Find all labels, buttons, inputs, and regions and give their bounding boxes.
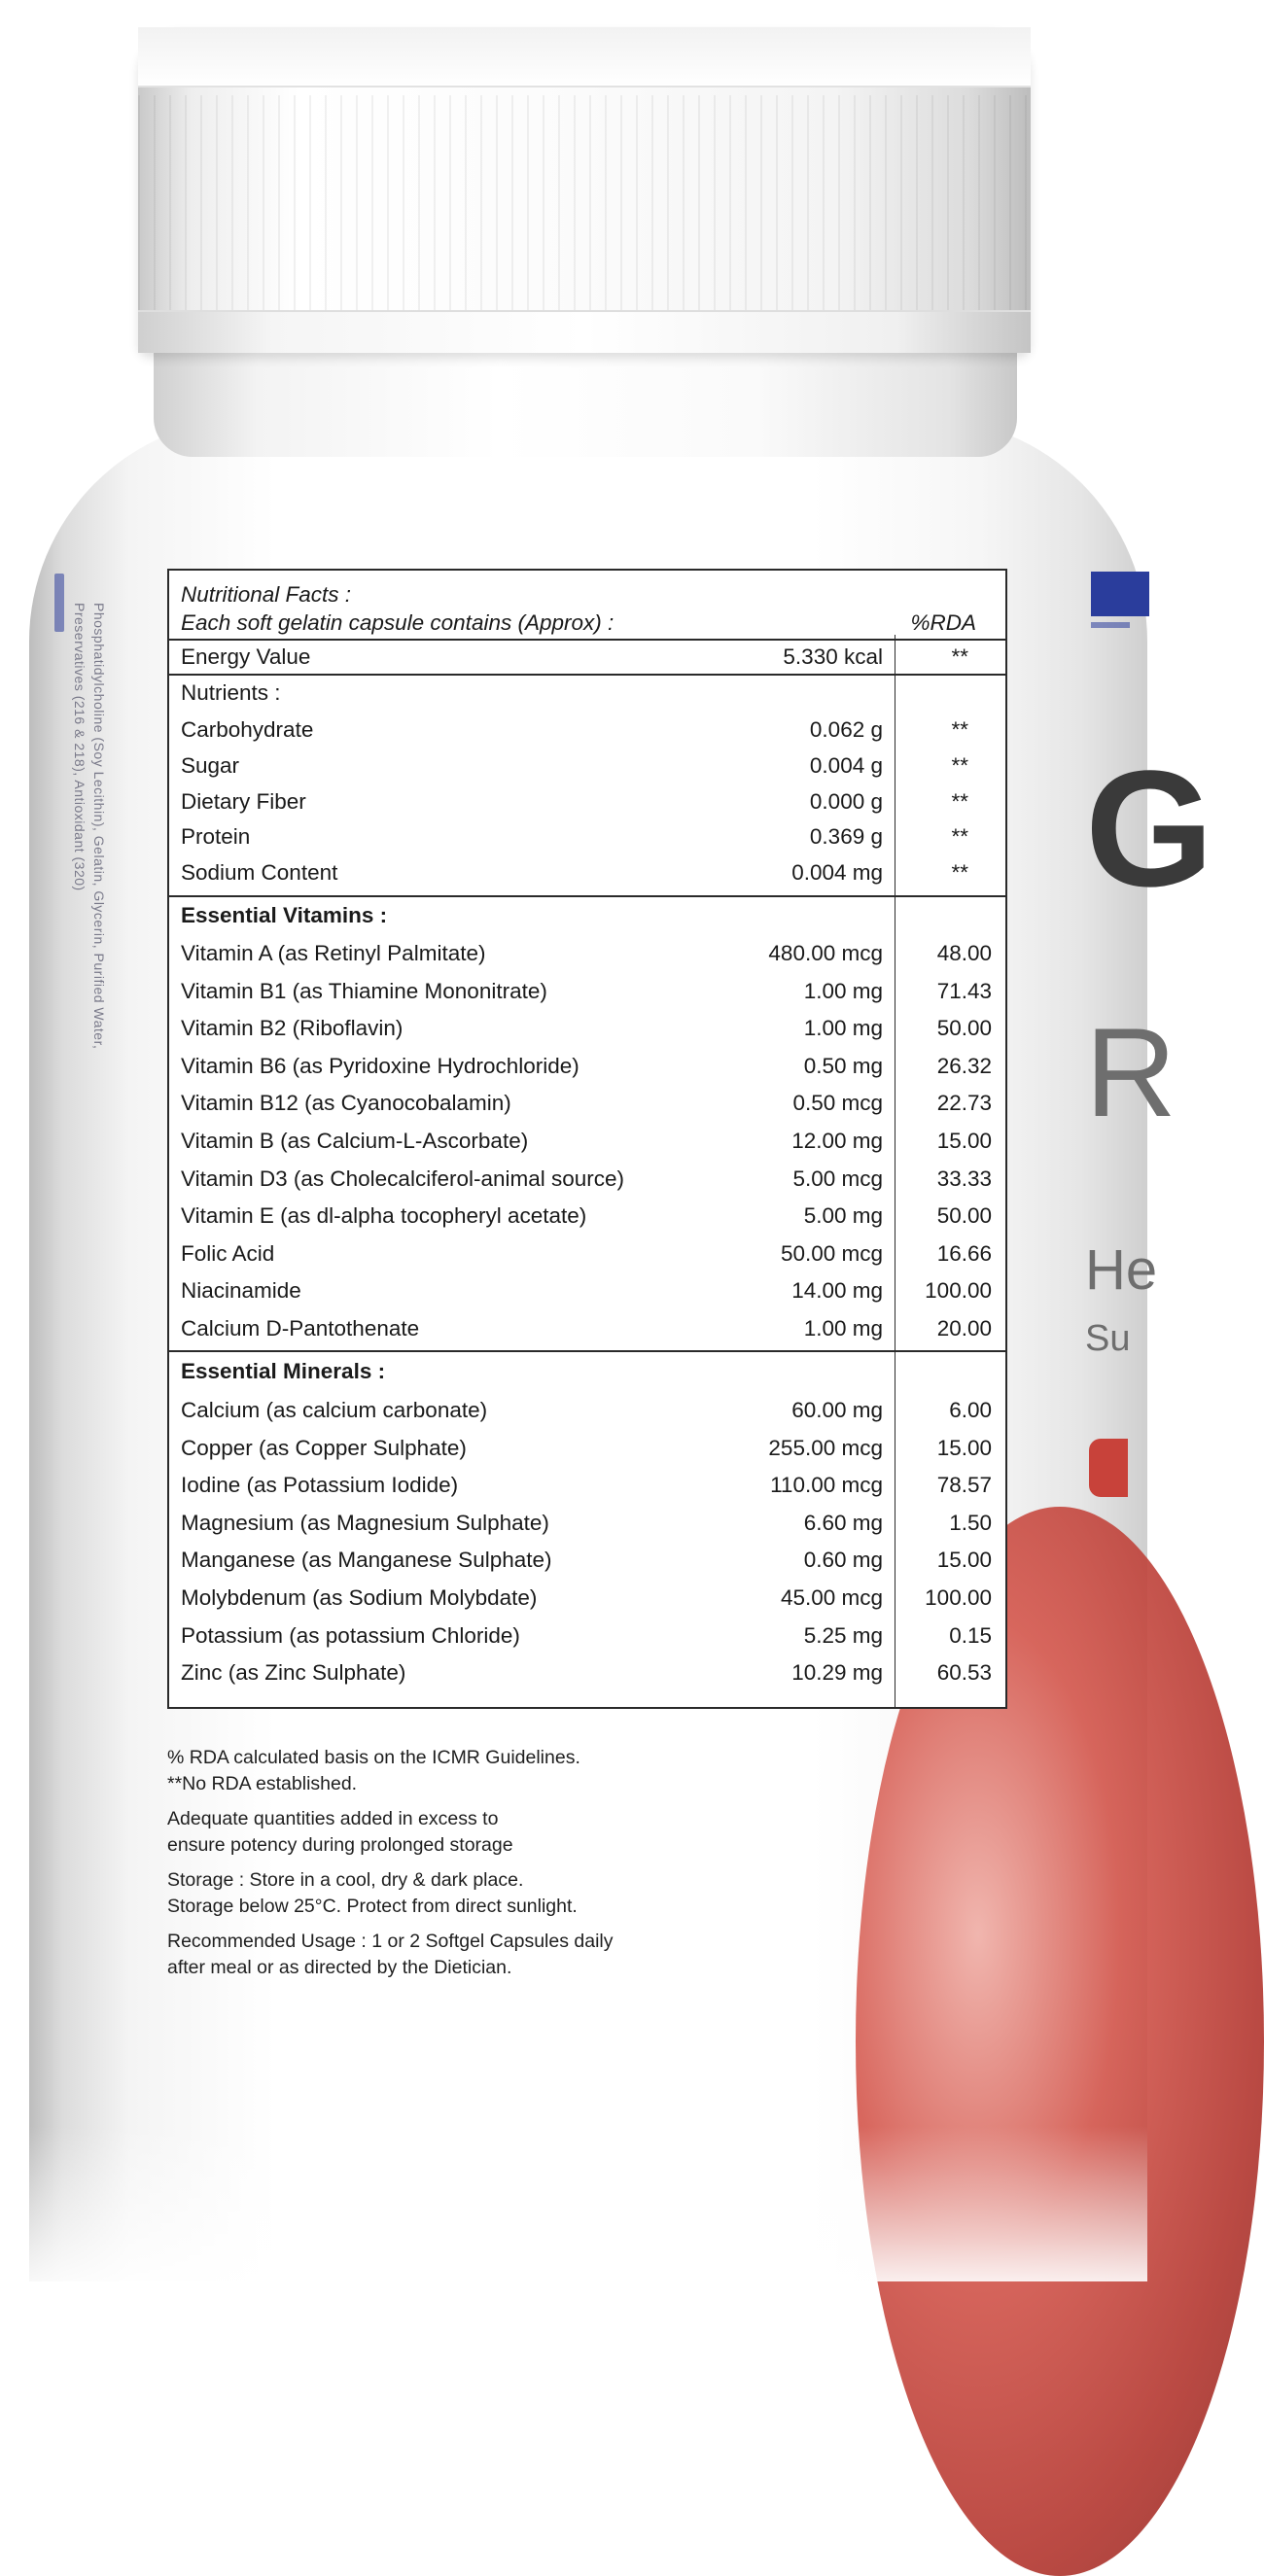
bottle-bottom-fade bbox=[29, 2126, 1147, 2281]
storage-note: Storage : Store in a cool, dry & dark place. bbox=[167, 1869, 524, 1892]
cap-rim bbox=[138, 310, 1031, 353]
rda-note: % RDA calculated basis on the ICMR Guidelines. bbox=[167, 1747, 580, 1768]
row-rda: 20.00 bbox=[936, 1316, 992, 1340]
row-rda: 48.00 bbox=[936, 941, 992, 965]
row-rda: 78.57 bbox=[936, 1473, 992, 1498]
row-amount: 50.00 mcg bbox=[780, 1240, 883, 1266]
row-amount: 10.29 mg bbox=[791, 1660, 883, 1686]
row-amount: 255.00 mcg bbox=[768, 1435, 883, 1460]
cap-ridges bbox=[138, 95, 1031, 314]
row-nutrient-name: Vitamin E (as dl-alpha tocopheryl acetate) bbox=[181, 1203, 587, 1229]
row-amount: 0.004 mg bbox=[791, 860, 883, 886]
bottle-cap bbox=[138, 27, 1031, 353]
usage-note: Recommended Usage : 1 or 2 Softgel Capsules daily bbox=[167, 1931, 614, 1953]
row-nutrient-name: Zinc (as Zinc Sulphate) bbox=[181, 1660, 406, 1686]
divider bbox=[169, 674, 1005, 676]
storage-note: Storage below 25°C. Protect from direct sunlight. bbox=[167, 1895, 578, 1917]
row-rda: ** bbox=[951, 788, 968, 814]
row-amount: 0.50 mcg bbox=[792, 1091, 883, 1116]
row-rda: 1.50 bbox=[949, 1510, 992, 1535]
row-rda: 100.00 bbox=[925, 1585, 992, 1610]
row-rda: 0.15 bbox=[949, 1622, 992, 1648]
row-nutrient-name: Magnesium (as Magnesium Sulphate) bbox=[181, 1510, 549, 1535]
rda-note: **No RDA established. bbox=[167, 1772, 358, 1794]
row-amount: 0.369 g bbox=[809, 824, 883, 850]
brand-red-badge bbox=[1089, 1439, 1128, 1497]
row-nutrient-name: Vitamin A (as Retinyl Palmitate) bbox=[181, 941, 486, 965]
row-amount: 0.50 mg bbox=[803, 1053, 883, 1078]
row-rda: 26.32 bbox=[936, 1053, 992, 1078]
row-amount: 14.00 mg bbox=[791, 1278, 883, 1304]
row-amount: 5.00 mcg bbox=[792, 1166, 883, 1191]
row-rda: 100.00 bbox=[925, 1278, 992, 1304]
brand-letter: G bbox=[1085, 737, 1214, 922]
row-amount: 45.00 mcg bbox=[780, 1585, 883, 1610]
row-amount: 0.004 g bbox=[809, 752, 883, 778]
row-nutrient-name: Vitamin B6 (as Pyridoxine Hydrochloride) bbox=[181, 1053, 579, 1078]
row-nutrient-name: Copper (as Copper Sulphate) bbox=[181, 1435, 467, 1460]
divider bbox=[169, 639, 1005, 641]
side-text-line: Phosphatidylcholine (Soy Lecithin), Gelatin, Glycerin, Purified Water, bbox=[91, 603, 107, 1050]
excess-note: ensure potency during prolonged storage bbox=[167, 1833, 513, 1856]
row-nutrient-name: Molybdenum (as Sodium Molybdate) bbox=[181, 1585, 538, 1610]
row-amount: 12.00 mg bbox=[791, 1129, 883, 1153]
rda-header: %RDA bbox=[910, 610, 976, 635]
row-amount: 0.000 g bbox=[809, 788, 883, 814]
row-nutrient-name: Calcium D-Pantothenate bbox=[181, 1316, 420, 1340]
side-ingredients-text bbox=[49, 574, 117, 1448]
row-nutrient-name: Iodine (as Potassium Iodide) bbox=[181, 1473, 459, 1498]
row-amount: 0.062 g bbox=[809, 717, 883, 742]
row-rda: 15.00 bbox=[936, 1129, 992, 1153]
row-nutrient-name: Dietary Fiber bbox=[181, 788, 306, 814]
row-rda: ** bbox=[951, 860, 968, 886]
row-amount: 6.60 mg bbox=[803, 1510, 883, 1535]
brand-line: He bbox=[1085, 1238, 1158, 1302]
row-nutrient-name: Manganese (as Manganese Sulphate) bbox=[181, 1548, 552, 1573]
row-nutrient-name: Vitamin B12 (as Cyanocobalamin) bbox=[181, 1091, 511, 1116]
row-rda: ** bbox=[951, 717, 968, 742]
row-nutrient-name: Folic Acid bbox=[181, 1240, 275, 1266]
row-rda: 33.33 bbox=[936, 1166, 992, 1191]
brand-line: Su bbox=[1085, 1318, 1131, 1359]
divider bbox=[169, 895, 1005, 897]
row-nutrient-name: Vitamin D3 (as Cholecalciferol-animal source) bbox=[181, 1166, 625, 1191]
brand-tagline-bar bbox=[1091, 622, 1130, 628]
row-nutrient-name: Vitamin B1 (as Thiamine Mononitrate) bbox=[181, 978, 547, 1003]
row-nutrient-name: Calcium (as calcium carbonate) bbox=[181, 1398, 488, 1422]
row-rda: 6.00 bbox=[949, 1398, 992, 1422]
bottle-neck bbox=[154, 350, 1017, 457]
row-rda: ** bbox=[951, 824, 968, 850]
row-amount: 0.60 mg bbox=[803, 1548, 883, 1573]
row-rda: 16.66 bbox=[936, 1240, 992, 1266]
row-rda: 22.73 bbox=[936, 1091, 992, 1116]
row-amount: 5.25 mg bbox=[803, 1622, 883, 1648]
brand-logo bbox=[1091, 572, 1149, 616]
row-rda: ** bbox=[951, 752, 968, 778]
excess-note: Adequate quantities added in excess to bbox=[167, 1808, 499, 1830]
row-nutrient-name: Protein bbox=[181, 824, 251, 850]
row-nutrient-name: Niacinamide bbox=[181, 1278, 301, 1304]
row-amount: 480.00 mcg bbox=[768, 941, 883, 965]
row-rda: 60.53 bbox=[936, 1660, 992, 1686]
row-rda: 15.00 bbox=[936, 1435, 992, 1460]
cap-top bbox=[138, 27, 1031, 87]
row-amount: 110.00 mcg bbox=[770, 1473, 883, 1498]
divider bbox=[169, 1350, 1005, 1352]
brand-letter: R bbox=[1085, 1001, 1176, 1143]
row-rda: 71.43 bbox=[936, 978, 992, 1003]
row-amount: 1.00 mg bbox=[803, 1016, 883, 1041]
row-amount: 60.00 mg bbox=[791, 1398, 883, 1422]
label-notes bbox=[167, 1745, 848, 1990]
nutrition-facts-table: Nutritional Facts : Each soft gelatin capsule contains (Approx) : %RDA Energy Value 5.330 kcal ** Nutrients : Carbohydrate 0.062 g ** Sugar 0.004 g ** Dietary Fiber 0.000 g ** Protein 0.369 g ** Sodium Content 0.004 mg ** Essential Vitamins : Vitamin A (as Retinyl Palmitate) 480.00 mcg 48.00 Vitamin B1 (as Thiamine Mononitrate) 1.00 mg 71.43 Vitamin B2 (Riboflavin) 1.00 mg 50.00 Vitamin B6 (as Pyridoxine Hydrochloride) 0.50 mg 26.32 Vitamin B12 (as Cyanocobalamin) 0.50 mcg 22.73 Vitamin B (as Calcium-L-Ascorbate) 12.00 mg 15.00 Vitamin D3 (as Cholecalciferol-animal source) 5.00 mcg 33.33 Vitamin E (as dl-alpha tocopheryl acetate) 5.00 mg 50.00 Folic Acid 50.00 mcg 16.66 Niacinamide 14.00 mg 100.00 Calcium D-Pantothenate 1.00 mg 20.00 Essential Minerals : Calcium (as calcium carbonate) 60.00 mg 6.00 Copper (as Copper Sulphate) 255.00 mcg 15.00 Iodine (as Potassium Iodide) 110.00 mcg 78.57 Magnesium (as Magnesium Sulphate) 6.60 mg 1.50 Manganese (as Manganese Sulphate) 0.60 mg 15.00 Molybdenum (as Sodium Molybdate) 45.00 mcg 100.00 Potassium (as potassium Chloride) 5.25 mg 0.15 Zinc (as Zinc Sulphate) 10.29 mg 60.53 bbox=[167, 569, 1007, 1709]
row-nutrient-name: Vitamin B (as Calcium-L-Ascorbate) bbox=[181, 1129, 529, 1153]
front-brand-panel bbox=[1085, 572, 1214, 1835]
row-nutrient-name: Carbohydrate bbox=[181, 717, 314, 742]
row-nutrient-name: Sodium Content bbox=[181, 860, 338, 886]
usage-note: after meal or as directed by the Dietician. bbox=[167, 1956, 512, 1978]
side-text-line: Preservatives (216 & 218), Antioxidant (320) bbox=[72, 603, 88, 891]
row-amount: 1.00 mg bbox=[803, 978, 883, 1003]
row-amount: 5.00 mg bbox=[803, 1203, 883, 1229]
row-rda: 15.00 bbox=[936, 1548, 992, 1573]
row-amount: 1.00 mg bbox=[803, 1316, 883, 1340]
row-rda: 50.00 bbox=[936, 1203, 992, 1229]
row-nutrient-name: Potassium (as potassium Chloride) bbox=[181, 1622, 520, 1648]
row-rda: 50.00 bbox=[936, 1016, 992, 1041]
row-nutrient-name: Sugar bbox=[181, 752, 240, 778]
row-nutrient-name: Vitamin B2 (Riboflavin) bbox=[181, 1016, 404, 1041]
